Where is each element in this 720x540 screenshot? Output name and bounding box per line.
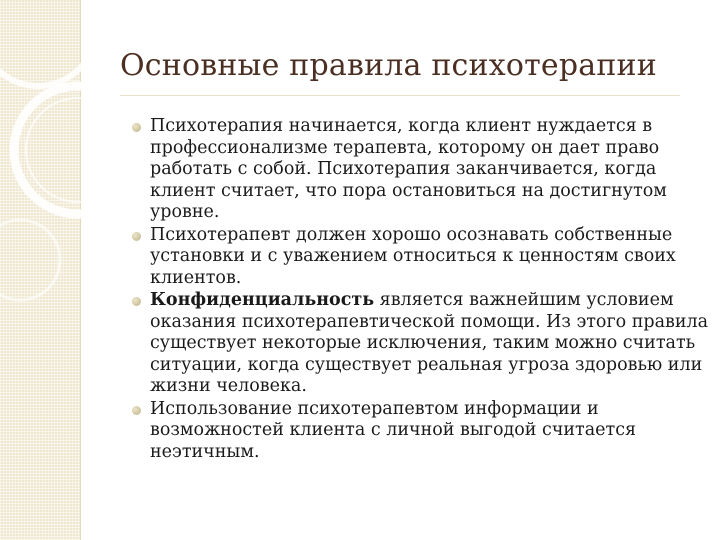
decorative-circles-graphic: [0, 0, 130, 330]
bullet-icon: [132, 297, 141, 306]
bullet-item: [150, 225, 710, 290]
bullet-bold-term: Конфиденциальность: [150, 290, 375, 310]
bullet-icon: [132, 123, 141, 132]
bullet-text: является важнейшим условием оказания психотерапевтической помощи. Из этого правила существует некоторые исключения, таким можно считать ситуации, когда существует реальная угроза здоровью или жизни человека.: [150, 290, 709, 396]
bullet-list: [150, 116, 710, 464]
bullet-item: [150, 399, 710, 464]
slide-title: Основные правила психотерапии: [120, 48, 657, 83]
bullet-item: [150, 116, 710, 224]
title-divider: [120, 95, 680, 96]
bullet-text: Использование психотерапевтом информации и возможностей клиента с личной выгодой считается неэтичным.: [150, 398, 637, 462]
bullet-icon: [132, 232, 141, 241]
bullet-text: Психотерапевт должен хорошо осознавать собственные установки и с уважением относиться к ценностям своих клиентов.: [150, 224, 676, 288]
bullet-item: [150, 290, 710, 398]
bullet-icon: [132, 406, 141, 415]
bullet-text: Психотерапия начинается, когда клиент нуждается в профессионализме терапевта, которому он дает право работать с собой. Психотерапия заканчивается, когда клиент считает, что пора остановиться на достигнутом уровне.: [150, 116, 667, 222]
